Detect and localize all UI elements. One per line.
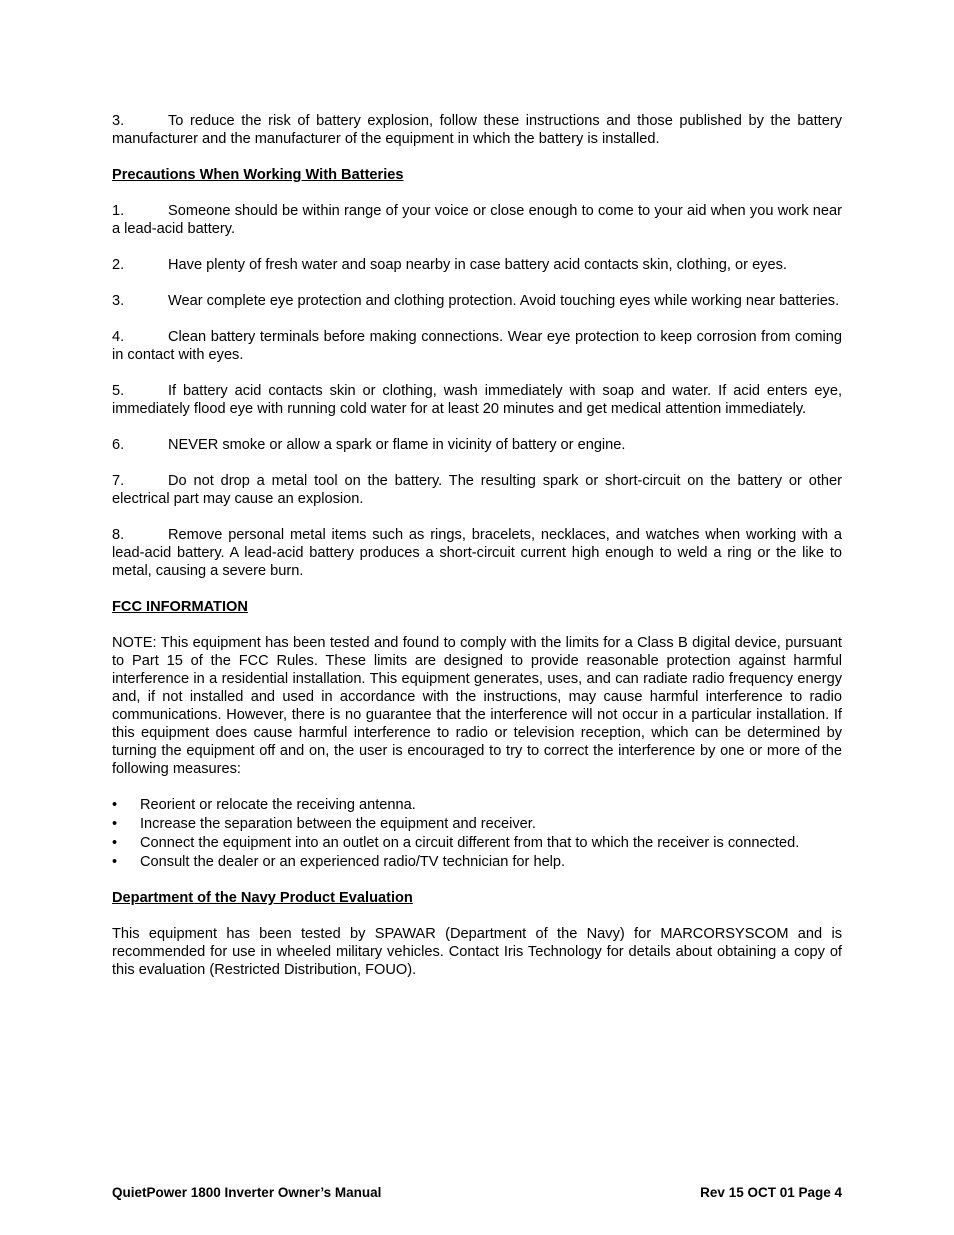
fcc-note: NOTE: This equipment has been tested and found to comply with the limits for a Class B digital device, pursuant to Part 15 of the FCC Rules. These limits are designed to provide reasonable protection against harmful interference in a residential installation. This equipment generates, uses, and can radiate radio frequency energy and, if not installed and used in accordance with the instructions, may cause harmful interference to radio communications. However, there is no guarantee that the interference will not occur in a particular installation. If this equipment does cause harmful interference to radio or television reception, which can be determined by turning the equipment off and on, the user is encouraged to try to correct the interference by one or more of the following measures: bbox=[112, 635, 842, 777]
item-number: 3. bbox=[112, 293, 125, 309]
precaution-item bbox=[112, 472, 842, 508]
precaution-item bbox=[112, 436, 842, 454]
list-item bbox=[112, 796, 842, 814]
item-text: Remove personal metal items such as rings, bracelets, necklaces, and watches when working with a lead-acid battery. A lead-acid battery produces a short-circuit current high enough to weld a ring or the like to metal, causing a severe burn. bbox=[112, 527, 842, 579]
item-number: 6. bbox=[112, 437, 125, 453]
list-item bbox=[112, 815, 842, 833]
list-item-text: Consult the dealer or an experienced radio/TV technician for help. bbox=[140, 854, 566, 870]
precaution-item bbox=[112, 526, 842, 580]
item-number: 1. bbox=[112, 203, 125, 219]
item-text: Do not drop a metal tool on the battery. The resulting spark or short-circuit on the battery or other electrical part may cause an explosion. bbox=[112, 473, 842, 507]
bullet-icon: • bbox=[112, 797, 118, 813]
precaution-item bbox=[112, 328, 842, 364]
document-page bbox=[112, 112, 842, 997]
item-text: NEVER smoke or allow a spark or flame in vicinity of battery or engine. bbox=[168, 437, 626, 453]
item-number: 7. bbox=[112, 473, 125, 489]
precautions-heading: Precautions When Working With Batteries bbox=[112, 167, 404, 183]
item-text: Clean battery terminals before making connections. Wear eye protection to keep corrosion from coming in contact with eyes. bbox=[112, 329, 842, 363]
list-item-text: Increase the separation between the equipment and receiver. bbox=[140, 816, 536, 832]
item-text: If battery acid contacts skin or clothing, wash immediately with soap and water. If acid enters eye, immediately flood eye with running cold water for at least 20 minutes and get medical attention immediately. bbox=[112, 383, 842, 417]
item-number: 5. bbox=[112, 383, 125, 399]
navy-heading: Department of the Navy Product Evaluation bbox=[112, 890, 413, 906]
fcc-heading: FCC INFORMATION bbox=[112, 599, 248, 615]
precaution-item bbox=[112, 382, 842, 418]
item-number: 4. bbox=[112, 329, 125, 345]
precaution-item bbox=[112, 256, 842, 274]
bullet-icon: • bbox=[112, 816, 118, 832]
item-number: 2. bbox=[112, 257, 125, 273]
footer-page-info: Rev 15 OCT 01 Page 4 bbox=[700, 1185, 842, 1200]
bullet-icon: • bbox=[112, 835, 118, 851]
item-text: To reduce the risk of battery explosion, follow these instructions and those published by the battery manufacturer and the manufacturer of the equipment in which the battery is installed. bbox=[112, 113, 842, 147]
list-item bbox=[112, 853, 842, 871]
page-footer bbox=[112, 1184, 842, 1202]
list-item-text: Reorient or relocate the receiving antenna. bbox=[140, 797, 416, 813]
item-number: 8. bbox=[112, 527, 125, 543]
precaution-item bbox=[112, 202, 842, 238]
bullet-icon: • bbox=[112, 854, 118, 870]
intro-paragraph bbox=[112, 112, 842, 148]
list-item-text: Connect the equipment into an outlet on a circuit different from that to which the receiver is connected. bbox=[140, 835, 800, 851]
item-number: 3. bbox=[112, 113, 125, 129]
precaution-item bbox=[112, 292, 842, 310]
item-text: Someone should be within range of your voice or close enough to come to your aid when you work near a lead-acid battery. bbox=[112, 203, 842, 237]
item-text: Wear complete eye protection and clothing protection. Avoid touching eyes while working near batteries. bbox=[168, 293, 840, 309]
item-text: Have plenty of fresh water and soap nearby in case battery acid contacts skin, clothing, or eyes. bbox=[168, 257, 787, 273]
fcc-measures-list bbox=[112, 796, 842, 871]
navy-paragraph: This equipment has been tested by SPAWAR (Department of the Navy) for MARCORSYSCOM and is recommended for use in wheeled military vehicles. Contact Iris Technology for details about obtaining a copy of this evaluation (Restricted Distribution, FOUO). bbox=[112, 926, 842, 978]
list-item bbox=[112, 834, 842, 852]
footer-manual-title: QuietPower 1800 Inverter Owner’s Manual bbox=[112, 1185, 382, 1200]
precautions-list bbox=[112, 202, 842, 580]
